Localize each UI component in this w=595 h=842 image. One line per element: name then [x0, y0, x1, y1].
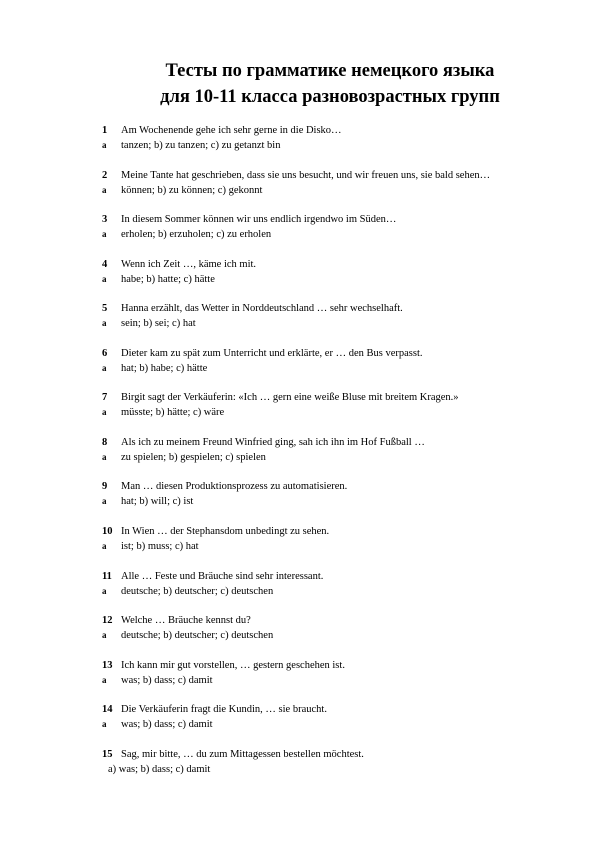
question-text: Ich kann mir gut vorstellen, … gestern geschehen ist. [121, 660, 345, 671]
question-text: Alle … Feste und Bräuche sind sehr interessant. [121, 571, 324, 582]
question-options: hat; b) will; c) ist [121, 496, 194, 507]
option-marker: a [102, 185, 107, 195]
question-number: 8 [102, 437, 108, 448]
option-marker: a [102, 452, 107, 462]
question-text: In diesem Sommer können wir uns endlich irgendwo im Süden… [121, 214, 397, 225]
question-options: erholen; b) erzuholen; c) zu erholen [121, 229, 272, 240]
option-marker: a [102, 719, 107, 729]
question-options: hat; b) habe; c) hätte [121, 363, 208, 374]
question-options: deutsche; b) deutscher; c) deutschen [121, 586, 274, 597]
question-number: 11 [102, 571, 112, 582]
option-marker: a [102, 229, 107, 239]
question-options: zu spielen; b) gespielen; c) spielen [121, 452, 266, 463]
question-text: Wenn ich Zeit …, käme ich mit. [121, 259, 257, 270]
question-number: 15 [102, 749, 113, 760]
question-text: Meine Tante hat geschrieben, dass sie uns besucht, und wir freuen uns, sie bald sehen… [121, 170, 491, 181]
question-options: a) was; b) dass; c) damit [108, 764, 211, 775]
question-number: 6 [102, 348, 108, 359]
question-text: In Wien … der Stephansdom unbedingt zu sehen. [121, 526, 330, 537]
question-options: ist; b) muss; c) hat [121, 541, 199, 552]
question-number: 3 [102, 214, 108, 225]
question-number: 9 [102, 481, 108, 492]
question-text: Birgit sagt der Verkäuferin: «Ich … gern eine weiße Bluse mit breitem Kragen.» [121, 392, 459, 403]
page-title: Тесты по грамматике немецкого языка [165, 61, 495, 81]
option-marker: a [102, 140, 107, 150]
option-marker: a [102, 274, 107, 284]
question-text: Hanna erzählt, das Wetter in Norddeutschland … sehr wechselhaft. [121, 303, 403, 314]
question-number: 4 [102, 259, 108, 270]
question-number: 12 [102, 615, 113, 626]
question-options: deutsche; b) deutscher; c) deutschen [121, 630, 274, 641]
question-text: Sag, mir bitte, … du zum Mittagessen bestellen möchtest. [121, 749, 364, 760]
question-options: tanzen; b) zu tanzen; c) zu getanzt bin [121, 140, 281, 151]
question-text: Die Verkäuferin fragt die Kundin, … sie braucht. [121, 704, 327, 715]
option-marker: a [102, 496, 107, 506]
question-options: sein; b) sei; c) hat [121, 318, 196, 329]
question-number: 14 [102, 704, 113, 715]
question-number: 7 [102, 392, 108, 403]
question-options: müsste; b) hätte; c) wäre [121, 407, 225, 418]
option-marker: a [102, 407, 107, 417]
question-text: Man … diesen Produktionsprozess zu automatisieren. [121, 481, 348, 492]
question-options: habe; b) hatte; c) hätte [121, 274, 215, 285]
question-number: 1 [102, 125, 108, 136]
option-marker: a [102, 630, 107, 640]
option-marker: a [102, 675, 107, 685]
option-marker: a [102, 541, 107, 551]
page-subtitle: для 10-11 класса разновозрастных групп [160, 87, 500, 107]
question-options: was; b) dass; c) damit [121, 719, 213, 730]
question-number: 2 [102, 170, 108, 181]
question-number: 13 [102, 660, 113, 671]
option-marker: a [102, 363, 107, 373]
question-number: 5 [102, 303, 108, 314]
question-text: Am Wochenende gehe ich sehr gerne in die Disko… [121, 125, 342, 136]
question-text: Welche … Bräuche kennst du? [121, 615, 251, 626]
option-marker: a [102, 318, 107, 328]
question-options: können; b) zu können; c) gekonnt [121, 185, 263, 196]
option-marker: a [102, 586, 107, 596]
question-text: Als ich zu meinem Freund Winfried ging, sah ich ihn im Hof Fußball … [121, 437, 425, 448]
question-text: Dieter kam zu spät zum Unterricht und erklärte, er … den Bus verpasst. [121, 348, 423, 359]
question-options: was; b) dass; c) damit [121, 675, 213, 686]
question-number: 10 [102, 526, 113, 537]
